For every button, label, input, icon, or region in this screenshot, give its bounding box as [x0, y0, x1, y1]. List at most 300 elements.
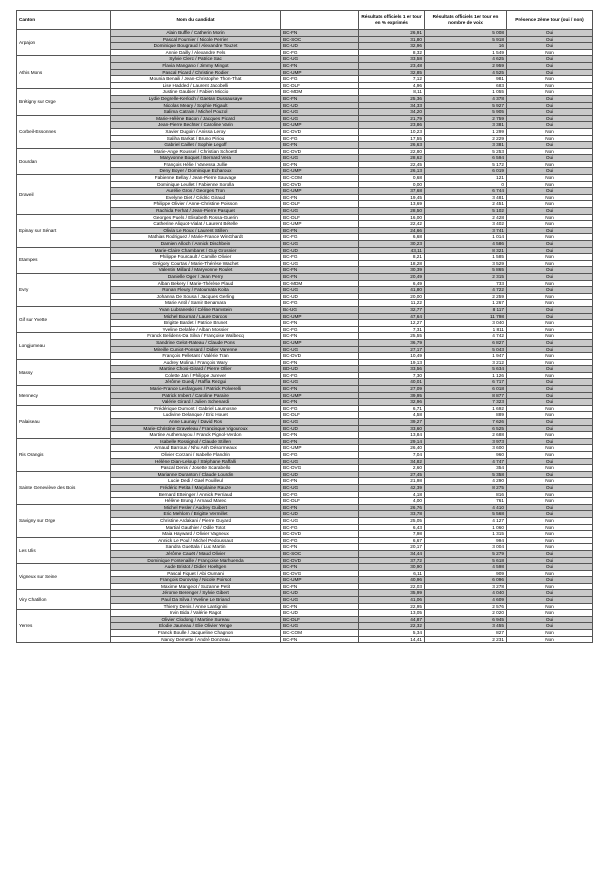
vote-count: 2 259	[425, 293, 507, 300]
vote-percentage: 21,98	[359, 478, 425, 485]
party-label: BC-UMP	[281, 188, 359, 195]
canton-name: Mennecy	[17, 386, 111, 406]
table-row	[17, 247, 593, 254]
party-label: BC-UG	[281, 517, 359, 524]
party-label: BC-DVD	[281, 531, 359, 538]
second-round-presence: Oui	[507, 56, 593, 63]
party-label: BC-FN	[281, 636, 359, 643]
second-round-presence: Non	[507, 161, 593, 168]
party-label: BC-UG	[281, 56, 359, 63]
vote-count: 6 717	[425, 379, 507, 386]
vote-percentage: 42,39	[359, 484, 425, 491]
header-candidate: Nom du candidat	[111, 11, 281, 30]
table-row	[17, 471, 593, 478]
vote-percentage: 26,40	[359, 445, 425, 452]
party-label: BC-UMP	[281, 339, 359, 346]
vote-count: 4 525	[425, 69, 507, 76]
candidate-name: Maryvonne Boquet / Bernard Vera	[111, 155, 281, 162]
second-round-presence: Non	[507, 498, 593, 505]
vote-count: 8 117	[425, 306, 507, 313]
second-round-presence: Non	[507, 445, 593, 452]
vote-count: 2 315	[425, 273, 507, 280]
results-table	[16, 10, 593, 643]
vote-percentage: 44,87	[359, 616, 425, 623]
vote-percentage: 8,11	[359, 89, 425, 96]
canton-name: Epinay sur Sénart	[17, 214, 111, 247]
vote-percentage: 7,98	[359, 531, 425, 538]
vote-count: 733	[425, 280, 507, 287]
second-round-presence: Non	[507, 300, 593, 307]
candidate-name: Patrick Imbert / Caroline Paraire	[111, 392, 281, 399]
party-label: BC-FN	[281, 386, 359, 393]
second-round-presence: Oui	[507, 399, 593, 406]
candidate-name: Brigitte Bardet / Patrice Brunet	[111, 320, 281, 327]
vote-percentage: 32,85	[359, 69, 425, 76]
vote-count: 816	[425, 491, 507, 498]
vote-count: 5 918	[425, 36, 507, 43]
vote-percentage: 26,13	[359, 168, 425, 175]
party-label: BC-UD	[281, 293, 359, 300]
second-round-presence: Oui	[507, 109, 593, 116]
candidate-name: Irvin Bida / Valérie Ragot	[111, 610, 281, 617]
party-label: BC-UMP	[281, 445, 359, 452]
candidate-name: Pascal Fournier / Nicole Perrier	[111, 36, 281, 43]
party-label: BC-UG	[281, 597, 359, 604]
vote-count: 4 742	[425, 333, 507, 340]
second-round-presence: Non	[507, 82, 593, 89]
table-row	[17, 273, 593, 280]
second-round-presence: Non	[507, 260, 593, 267]
candidate-name: Arnaud Barroux / Nhu Anh Désormeaux	[111, 445, 281, 452]
second-round-presence: Non	[507, 491, 593, 498]
canton-name: Ris Orangis	[17, 438, 111, 471]
second-round-presence: Oui	[507, 339, 593, 346]
canton-name: Evry	[17, 273, 111, 306]
candidate-name: Christine Ardakani / Pierre Guyard	[111, 517, 281, 524]
vote-percentage: 31,80	[359, 36, 425, 43]
vote-percentage: 43,11	[359, 247, 425, 254]
vote-percentage: 14,41	[359, 636, 425, 643]
candidate-name: Olivier Clodong / Martine Sureau	[111, 616, 281, 623]
party-label: BC-FG	[281, 537, 359, 544]
second-round-presence: Non	[507, 89, 593, 96]
candidate-name: Dominique Fontenaille / Françoise Marhuenda	[111, 557, 281, 564]
second-round-presence: Oui	[507, 241, 593, 248]
vote-count: 761	[425, 498, 507, 505]
vote-count: 4 586	[425, 241, 507, 248]
vote-percentage: 22,42	[359, 221, 425, 228]
second-round-presence: Non	[507, 175, 593, 182]
vote-count: 2 229	[425, 135, 507, 142]
candidate-name: Maxime Mangeot / Suzanne Petit	[111, 583, 281, 590]
second-round-presence: Non	[507, 326, 593, 333]
vote-count: 1 549	[425, 49, 507, 56]
candidate-name: Georges Puels / Elisabeth Rossa-Guerin	[111, 214, 281, 221]
candidate-name: Sandra Guettala / Luc Martin	[111, 544, 281, 551]
vote-percentage: 30,23	[359, 241, 425, 248]
candidate-name: Pascal Denis / Josette Scarabello	[111, 465, 281, 472]
vote-percentage: 30,90	[359, 564, 425, 571]
canton-name: Etampes	[17, 247, 111, 273]
canton-name: Massy	[17, 359, 111, 385]
vote-count: 3 600	[425, 445, 507, 452]
candidate-name: Martine Authemayou / Franck Pignol-Verdon	[111, 432, 281, 439]
candidate-name: Martine Chosi-Girard / Pierre Ollier	[111, 366, 281, 373]
second-round-presence: Non	[507, 359, 593, 366]
candidate-name: Annick Le Poul / Michel Pedoussaut	[111, 537, 281, 544]
candidate-name: Ludivine Delanque / Eric Houet	[111, 412, 281, 419]
party-label: BC-FN	[281, 438, 359, 445]
canton-name: Gif sur Yvette	[17, 306, 111, 332]
party-label: BC-UG	[281, 115, 359, 122]
vote-percentage: 39,27	[359, 419, 425, 426]
party-label: BC-UD	[281, 610, 359, 617]
vote-count: 5 253	[425, 148, 507, 155]
party-label: BC-UMP	[281, 313, 359, 320]
second-round-presence: Non	[507, 517, 593, 524]
party-label: BC-FN	[281, 142, 359, 149]
candidate-name: Dominique Bougraud / Alexandre Touzet	[111, 43, 281, 50]
second-round-presence: Non	[507, 544, 593, 551]
party-label: BC-FN	[281, 161, 359, 168]
vote-count: 1 299	[425, 128, 507, 135]
vote-percentage: 6,43	[359, 524, 425, 531]
vote-count: 3 381	[425, 122, 507, 129]
vote-percentage: 25,36	[359, 95, 425, 102]
vote-count: 981	[425, 76, 507, 83]
vote-count: 5 172	[425, 161, 507, 168]
candidate-name: Bernard Etteinger / Annick Perriaud	[111, 491, 281, 498]
party-label: BC-FN	[281, 320, 359, 327]
vote-count: 683	[425, 82, 507, 89]
header-second-round: Présence 2ème tour (oui / non)	[507, 11, 593, 30]
table-row	[17, 175, 593, 182]
vote-percentage: 25,05	[359, 517, 425, 524]
vote-count: 3 278	[425, 583, 507, 590]
candidate-name: Pascal Fiquet / Abi Oumani	[111, 570, 281, 577]
vote-count: 2 959	[425, 62, 507, 69]
party-label: BC-UMP	[281, 392, 359, 399]
party-label: BC-UG	[281, 208, 359, 215]
candidate-name: Maia Hayward / Olivier Vagneux	[111, 531, 281, 538]
party-label: BC-FG	[281, 524, 359, 531]
header-canton: Canton	[17, 11, 111, 30]
party-label: BC-DVD	[281, 353, 359, 360]
vote-count: 6 827	[425, 339, 507, 346]
party-label: BC-COM	[281, 175, 359, 182]
header-votes: Résultats officiels 1er tour en nombre de voix	[425, 11, 507, 30]
canton-name: Corbeil-Essonnes	[17, 115, 111, 148]
party-label: BC-UG	[281, 623, 359, 630]
vote-percentage: 8,21	[359, 254, 425, 261]
second-round-presence: Oui	[507, 36, 593, 43]
party-label: BC-UD	[281, 43, 359, 50]
vote-percentage: 4,58	[359, 412, 425, 419]
party-label: BC-DVD	[281, 128, 359, 135]
second-round-presence: Non	[507, 234, 593, 241]
vote-percentage: 20,17	[359, 544, 425, 551]
second-round-presence: Non	[507, 214, 593, 221]
vote-percentage: 37,68	[359, 188, 425, 195]
candidate-name: Nancy Demette / André Donzeau	[111, 636, 281, 643]
party-label: BC-FN	[281, 62, 359, 69]
candidate-name: Saliha Barkat / Bruno Piriou	[111, 135, 281, 142]
table-row	[17, 405, 593, 412]
candidate-name: Nicolas Meary / Sophie Rigault	[111, 102, 281, 109]
vote-count: 994	[425, 537, 507, 544]
party-label: BC-UG	[281, 260, 359, 267]
second-round-presence: Oui	[507, 306, 593, 313]
party-label: BC-UMP	[281, 168, 359, 175]
second-round-presence: Non	[507, 570, 593, 577]
canton-name: Arpajon	[17, 30, 111, 56]
candidate-name: François Pelletant / Valérie Tran	[111, 353, 281, 360]
vote-percentage: 29,14	[359, 438, 425, 445]
table-row	[17, 56, 593, 63]
vote-percentage: 20,49	[359, 273, 425, 280]
vote-percentage: 24,66	[359, 227, 425, 234]
party-label: BC-DVG	[281, 570, 359, 577]
party-label: BD-UD	[281, 366, 359, 373]
party-label: BC-FG	[281, 300, 359, 307]
candidate-name: Olivia Le Roux / Laurent Stillen	[111, 227, 281, 234]
vote-percentage: 0,68	[359, 175, 425, 182]
party-label: BC-UG	[281, 419, 359, 426]
vote-percentage: 36,79	[359, 339, 425, 346]
vote-count: 5 865	[425, 267, 507, 274]
second-round-presence: Non	[507, 465, 593, 472]
candidate-name: Isabelle Rossignol / Claude Stillen	[111, 438, 281, 445]
vote-count: 6 019	[425, 168, 507, 175]
vote-percentage: 8,32	[359, 49, 425, 56]
vote-count: 3 212	[425, 359, 507, 366]
second-round-presence: Oui	[507, 425, 593, 432]
party-label: BC-FN	[281, 267, 359, 274]
second-round-presence: Non	[507, 531, 593, 538]
vote-percentage: 4,96	[359, 82, 425, 89]
party-label: BC-COM	[281, 630, 359, 637]
vote-count: 7 323	[425, 399, 507, 406]
candidate-name: Damien Alloch / Annick Dischbein	[111, 241, 281, 248]
party-label: BC-DLF	[281, 201, 359, 208]
vote-percentage: 25,55	[359, 333, 425, 340]
vote-count: 3 973	[425, 438, 507, 445]
candidate-name: Marianne Duranton / Claude Lourdin	[111, 471, 281, 478]
table-row	[17, 564, 593, 571]
vote-percentage: 41,80	[359, 287, 425, 294]
candidate-name: Danielle Oger / Jean Perry	[111, 273, 281, 280]
candidate-name: Thierry Denis / Anne Lantignini	[111, 603, 281, 610]
vote-percentage: 20,00	[359, 293, 425, 300]
second-round-presence: Oui	[507, 273, 593, 280]
candidate-name: Justine Gaubier / Fabien Miccio	[111, 89, 281, 96]
candidate-name: Marie-Hélène Bacon / Jacques Picard	[111, 115, 281, 122]
second-round-presence: Oui	[507, 313, 593, 320]
table-row	[17, 386, 593, 393]
candidate-name: Mireille Cuniot-Ponsard / Didier Varenne	[111, 346, 281, 353]
candidate-name: Franck Boulle / Jacqueline Chagnon	[111, 630, 281, 637]
canton-name: Dourdan	[17, 148, 111, 174]
vote-percentage: 7,31	[359, 326, 425, 333]
candidate-name: Jérome Berenger / Sylvie Gibert	[111, 590, 281, 597]
vote-percentage: 6,11	[359, 570, 425, 577]
candidate-name: Franck Belidens-Da Silva / Françoise Walbecq	[111, 333, 281, 340]
results-sheet	[16, 10, 592, 643]
candidate-name: Philippe Fourcault / Camille Olivier	[111, 254, 281, 261]
vote-percentage: 28,62	[359, 155, 425, 162]
vote-count: 8 877	[425, 392, 507, 399]
vote-percentage: 6,49	[359, 280, 425, 287]
second-round-presence: Oui	[507, 550, 593, 557]
table-row	[17, 30, 593, 37]
candidate-name: Frédérique Dumont / Gabriel Laumosne	[111, 405, 281, 412]
vote-count: 16	[425, 43, 507, 50]
candidate-name: Johanna De Sousa / Jacques Gerling	[111, 293, 281, 300]
vote-count: 3 529	[425, 260, 507, 267]
party-label: BC-UG	[281, 287, 359, 294]
second-round-presence: Oui	[507, 95, 593, 102]
candidate-name: Audrey Molina / François Wary	[111, 359, 281, 366]
vote-count: 4 040	[425, 590, 507, 597]
vote-percentage: 35,99	[359, 590, 425, 597]
vote-count: 1 126	[425, 372, 507, 379]
vote-percentage: 16,00	[359, 214, 425, 221]
vote-count: 5 102	[425, 208, 507, 215]
second-round-presence: Oui	[507, 247, 593, 254]
second-round-presence: Oui	[507, 208, 593, 215]
vote-percentage: 32,77	[359, 306, 425, 313]
vote-percentage: 5,34	[359, 630, 425, 637]
second-round-presence: Non	[507, 630, 593, 637]
canton-name: Vigneux sur Seine	[17, 564, 111, 590]
vote-count: 6 594	[425, 155, 507, 162]
vote-percentage: 13,05	[359, 610, 425, 617]
second-round-presence: Oui	[507, 227, 593, 234]
vote-percentage: 19,13	[359, 359, 425, 366]
second-round-presence: Non	[507, 412, 593, 419]
vote-count: 2 576	[425, 603, 507, 610]
second-round-presence: Non	[507, 49, 593, 56]
candidate-name: Sandrine Gelot-Rateau / Claude Pons	[111, 339, 281, 346]
candidate-name: Jérôme Cauët / Maud Olivier	[111, 550, 281, 557]
party-label: BC-FG	[281, 372, 359, 379]
vote-count: 2 020	[425, 610, 507, 617]
second-round-presence: Oui	[507, 511, 593, 518]
candidate-name: Dominique Leullet / Fabienne Sorolla	[111, 181, 281, 188]
table-row	[17, 214, 593, 221]
party-label: BC-UD	[281, 471, 359, 478]
vote-count: 4 609	[425, 597, 507, 604]
vote-percentage: 22,95	[359, 603, 425, 610]
table-row	[17, 504, 593, 511]
candidate-name: Flavia Mangano / Jimmy Mingot	[111, 62, 281, 69]
vote-percentage: 32,96	[359, 399, 425, 406]
table-row	[17, 306, 593, 313]
vote-percentage: 19,45	[359, 194, 425, 201]
candidate-name: Aude Bristot / Didier Hoeltgen	[111, 564, 281, 571]
candidate-name: Marie Antil / Samir Benamara	[111, 300, 281, 307]
vote-count: 4 378	[425, 95, 507, 102]
party-label: BC-UG	[281, 346, 359, 353]
candidate-name: Yveline Delafée / Alban Mossier	[111, 326, 281, 333]
party-label: BC-FN	[281, 603, 359, 610]
candidate-name: Salima Catrain / Michel Pouzol	[111, 109, 281, 116]
party-label: BC-UD	[281, 511, 359, 518]
party-label: BC-FN	[281, 273, 359, 280]
vote-percentage: 26,76	[359, 504, 425, 511]
vote-count: 8 321	[425, 247, 507, 254]
party-label: BC-FG	[281, 491, 359, 498]
vote-percentage: 2,60	[359, 465, 425, 472]
table-row	[17, 537, 593, 544]
vote-percentage: 13,84	[359, 432, 425, 439]
second-round-presence: Non	[507, 135, 593, 142]
canton-name: Longjumeau	[17, 333, 111, 359]
canton-name: Les Ulis	[17, 537, 111, 563]
vote-count: 5 568	[425, 511, 507, 518]
second-round-presence: Non	[507, 372, 593, 379]
party-label: BC-UG	[281, 241, 359, 248]
party-label: BC-FG	[281, 452, 359, 459]
vote-percentage: 40,01	[359, 379, 425, 386]
party-label: BC-FN	[281, 478, 359, 485]
vote-percentage: 6,67	[359, 537, 425, 544]
second-round-presence: Oui	[507, 392, 593, 399]
candidate-name: Valentin Millard / Maryvonne Roulet	[111, 267, 281, 274]
second-round-presence: Non	[507, 537, 593, 544]
table-row	[17, 359, 593, 366]
second-round-presence: Oui	[507, 122, 593, 129]
vote-percentage: 6,68	[359, 234, 425, 241]
party-label: BC-FG	[281, 135, 359, 142]
second-round-presence: Oui	[507, 484, 593, 491]
candidate-name: Hélène Dian-Leloup / Stéphane Raffalli	[111, 458, 281, 465]
party-label: BC-DVG	[281, 465, 359, 472]
vote-count: 4 127	[425, 517, 507, 524]
vote-count: 354	[425, 465, 507, 472]
party-label: BC-UD	[281, 247, 359, 254]
vote-count: 4 625	[425, 56, 507, 63]
vote-percentage: 33,60	[359, 425, 425, 432]
header-percentage: Résultats officiels 1 er tour en % exprimés	[359, 11, 425, 30]
second-round-presence: Oui	[507, 557, 593, 564]
second-round-presence: Oui	[507, 287, 593, 294]
second-round-presence: Oui	[507, 471, 593, 478]
second-round-presence: Oui	[507, 386, 593, 393]
second-round-presence: Oui	[507, 379, 593, 386]
second-round-presence: Non	[507, 478, 593, 485]
vote-percentage: 7,04	[359, 452, 425, 459]
vote-count: 2 451	[425, 201, 507, 208]
candidate-name: François Hélie / Vanessa Jullie	[111, 161, 281, 168]
second-round-presence: Oui	[507, 346, 593, 353]
party-label: BC-UG	[281, 109, 359, 116]
vote-percentage: 26,63	[359, 142, 425, 149]
second-round-presence: Oui	[507, 419, 593, 426]
vote-count: 5 279	[425, 550, 507, 557]
vote-count: 1 585	[425, 254, 507, 261]
second-round-presence: Non	[507, 583, 593, 590]
table-row	[17, 610, 593, 617]
candidate-name: Jean-Pierre Bechter / Caroline Varin	[111, 122, 281, 129]
candidate-name: Alban Bekery / Marie-Thérèse Plaud	[111, 280, 281, 287]
second-round-presence: Oui	[507, 366, 593, 373]
candidate-name: Yvan Lubraneski / Céline Ramstein	[111, 306, 281, 313]
vote-count: 6 018	[425, 386, 507, 393]
vote-percentage: 10,49	[359, 353, 425, 360]
vote-percentage: 47,64	[359, 313, 425, 320]
vote-percentage: 17,55	[359, 135, 425, 142]
